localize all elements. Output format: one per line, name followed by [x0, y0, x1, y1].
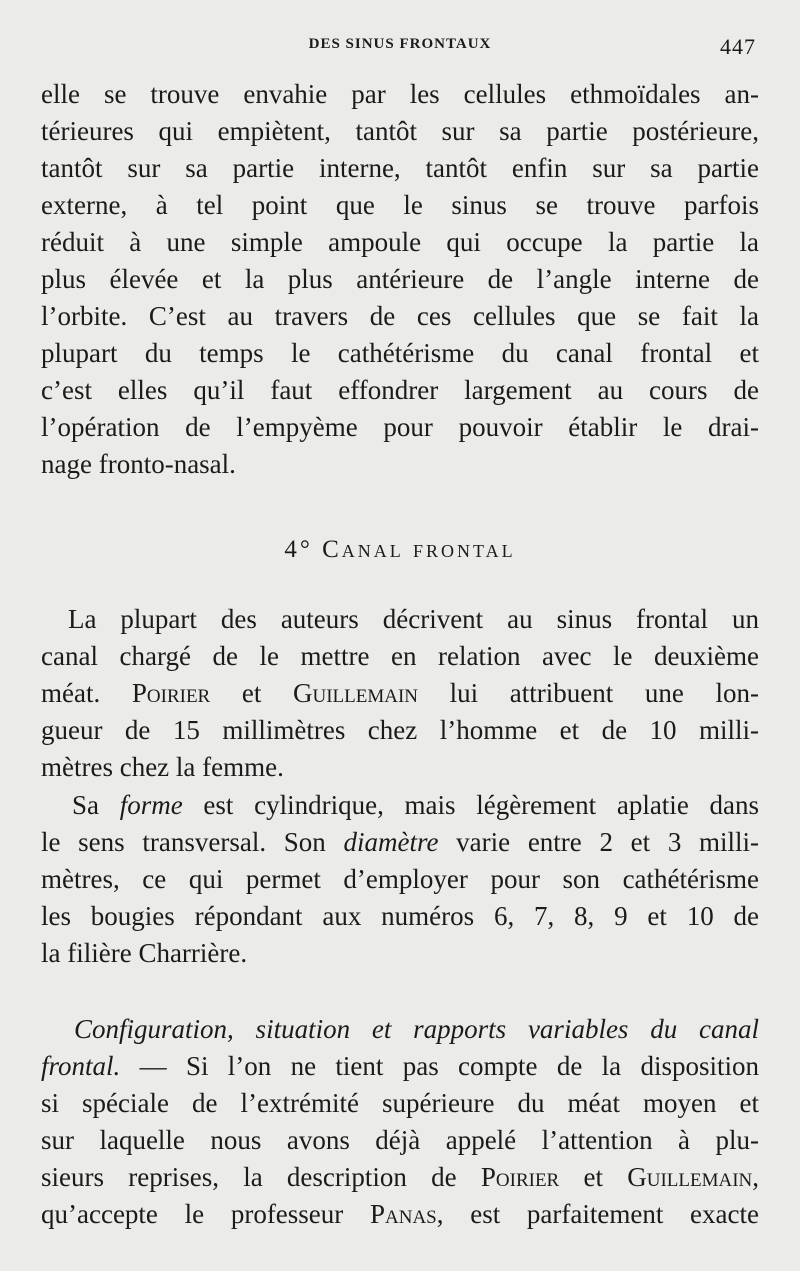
text-span: qu’accepte le professeur [41, 1199, 344, 1229]
text-line [41, 1159, 759, 1195]
text-line: réduit à une simple ampoule qui occupe la partie la [41, 227, 759, 257]
section-number: 4° [284, 536, 313, 563]
italic-term: diamètre [343, 827, 439, 857]
text-line: La plupart des auteurs décrivent au sinus frontal un [68, 604, 759, 634]
text-span: le sens transversal. Son [41, 827, 326, 857]
text-line: elle se trouve envahie par les cellules ethmoïdales an- [41, 79, 759, 109]
text-line: mètres chez la femme. [41, 752, 284, 782]
text-line [41, 1048, 759, 1084]
author-name: Panas, [370, 1199, 444, 1229]
text-span: et [583, 1162, 603, 1192]
text-line: plupart du temps le cathétérisme du canal frontal et [41, 338, 759, 368]
text-line: externe, à tel point que le sinus se trouve parfois [41, 190, 759, 220]
text-line: la filière Charrière. [41, 938, 248, 968]
text-line: plus élevée et la plus antérieure de l’angle interne de [41, 264, 759, 294]
text-span: Sa [72, 790, 99, 820]
author-name: Guillemain [293, 678, 419, 708]
text-span: varie entre 2 et 3 milli- [456, 827, 760, 857]
text-span: est cylindrique, mais légèrement aplatie dans [203, 790, 759, 820]
author-name: Poirier [480, 1162, 560, 1192]
text-line: mètres, ce qui permet d’employer pour son cathétérisme [41, 864, 759, 894]
text-line: sur laquelle nous avons déjà appelé l’attention à plu- [41, 1125, 759, 1155]
text-line [74, 1011, 759, 1047]
running-title: DES SINUS FRONTAUX [308, 36, 492, 52]
section-title: Canal frontal [322, 536, 516, 563]
text-span: et [241, 678, 262, 708]
author-name: Guillemain, [627, 1162, 760, 1192]
text-line: si spéciale de l’extrémité supérieure du méat moyen et [41, 1088, 759, 1118]
text-span: sieurs reprises, la description de [41, 1162, 457, 1192]
section-heading [0, 532, 800, 568]
text-line: tantôt sur sa partie interne, tantôt enfin sur sa partie [41, 153, 759, 183]
text-span: méat. [41, 678, 101, 708]
italic-term: forme [119, 790, 183, 820]
italic-heading: frontal. [41, 1051, 121, 1081]
text-line: les bougies répondant aux numéros 6, 7, 8, 9 et 10 de [41, 901, 759, 931]
text-line: canal chargé de le mettre en relation avec le deuxième [41, 641, 759, 671]
text-span: — Si l’on ne tient pas compte de la disposition [139, 1051, 760, 1081]
text-line: gueur de 15 millimètres chez l’homme et de 10 milli- [41, 715, 759, 745]
italic-heading: Configuration, situation et rapports variables du canal [74, 1014, 759, 1044]
text-line: c’est elles qu’il faut effondrer largement au cours de [41, 375, 759, 405]
text-span: lui attribuent une lon- [449, 678, 760, 708]
text-line [72, 787, 759, 823]
text-line: nage fronto-nasal. [41, 449, 236, 479]
text-line [41, 675, 759, 711]
text-line: l’orbite. C’est au travers de ces cellules que se fait la [41, 301, 759, 331]
text-line [41, 1196, 759, 1232]
text-line: l’opération de l’empyème pour pouvoir établir le drai- [41, 412, 759, 442]
page-number: 447 [720, 34, 756, 59]
author-name: Poirier [131, 678, 211, 708]
running-head [0, 34, 800, 58]
text-line [41, 824, 759, 860]
text-line: térieures qui empiètent, tantôt sur sa partie postérieure, [41, 116, 759, 146]
text-span: est parfaitement exacte [470, 1199, 759, 1229]
